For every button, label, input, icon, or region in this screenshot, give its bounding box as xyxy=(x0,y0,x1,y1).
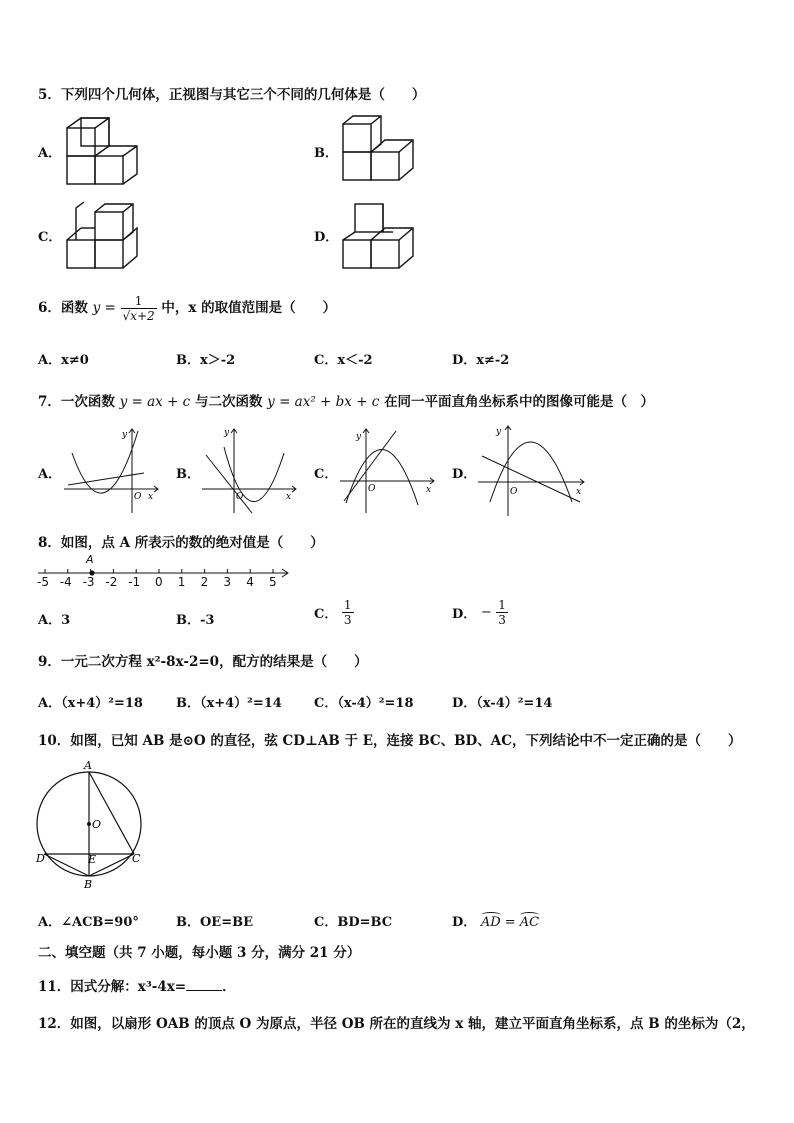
q10-circle-figure xyxy=(34,758,144,890)
q7-linear-function: y = ax + c xyxy=(119,394,191,410)
q6-prefix: 6．函数 xyxy=(38,300,88,316)
q8-opt-d-num: 1 xyxy=(498,598,506,612)
q10-option-c: C．BD=BC xyxy=(314,915,393,930)
q8-opt-c-den: 3 xyxy=(343,613,352,627)
q6-suffix: 中，x 的取值范围是（ ） xyxy=(161,300,337,316)
q8-tick-label: 3 xyxy=(223,575,232,589)
q5-option-b: B． xyxy=(314,146,338,161)
q8-option-c xyxy=(314,598,354,627)
q7-graph-c xyxy=(338,425,438,515)
q8-tick-label: -2 xyxy=(105,575,118,589)
q8-tick-label: -3 xyxy=(82,575,95,589)
q10-option-d-letter: D． xyxy=(452,915,477,930)
q8-tick-label: 0 xyxy=(155,575,163,589)
q6-frac-numerator: 1 xyxy=(121,294,157,309)
q10-arc-ac: AC xyxy=(519,915,540,930)
q6-func-lhs: y = xyxy=(92,300,116,316)
q5-option-a: A． xyxy=(38,146,62,161)
q9-option-c: C．（x-4）²=18 xyxy=(314,696,414,711)
q9-stem: 9．一元二次方程 x²-8x-2=0，配方的结果是（ ） xyxy=(38,654,368,670)
q8-opt-d-den: 3 xyxy=(498,613,506,627)
q10-label-d: D xyxy=(36,852,45,865)
q9-option-d: D．（x-4）²=14 xyxy=(452,696,553,711)
q6-frac-denominator: √x+2 xyxy=(122,309,155,323)
q8-tick-label: 5 xyxy=(269,575,277,589)
q7-c-x-label: x xyxy=(426,485,432,495)
q8-tick-label: -5 xyxy=(37,575,49,589)
q9-option-b: B．（x+4）²=14 xyxy=(176,696,282,711)
q11-stem xyxy=(38,975,236,995)
q10-label-o: O xyxy=(92,818,102,831)
q11-end: ． xyxy=(222,979,236,995)
q10-label-c: C xyxy=(132,852,141,865)
q7-mid: 与二次函数 xyxy=(194,394,263,410)
q6-stem xyxy=(38,294,336,323)
q7-suffix: 在同一平面直角坐标系中的图像可能是（ ） xyxy=(384,394,655,410)
q6-option-d: D．x≠-2 xyxy=(452,353,510,368)
q8-tick-label: 4 xyxy=(246,575,254,589)
q10-label-a: A xyxy=(84,759,92,772)
q8-number-line xyxy=(36,553,294,593)
q10-arc-equals: = xyxy=(500,915,520,930)
q6-fraction xyxy=(121,294,157,323)
q7-a-origin: O xyxy=(134,492,142,502)
q8-option-b: B．-3 xyxy=(176,613,215,628)
q7-d-origin: O xyxy=(510,487,518,497)
q5-figure-b-cubes xyxy=(340,112,420,186)
q7-option-b: B． xyxy=(176,467,200,482)
q8-tick-label: -1 xyxy=(128,575,141,589)
q10-option-a: A．∠ACB=90° xyxy=(38,915,139,930)
q8-option-d xyxy=(452,598,508,627)
q8-point-a-label: A xyxy=(86,553,94,566)
q10-center-point xyxy=(87,822,91,826)
q10-option-d xyxy=(452,911,539,930)
q7-graph-b xyxy=(200,425,300,515)
q8-tick-label: 2 xyxy=(200,575,209,589)
q5-option-c: C． xyxy=(38,230,62,245)
q8-opt-d-sign: − xyxy=(480,605,492,620)
q7-d-y-label: y xyxy=(496,427,502,437)
q10-option-b: B．OE=BE xyxy=(176,915,254,930)
q11-answer-blank[interactable] xyxy=(186,978,222,991)
q7-option-c: C． xyxy=(314,467,338,482)
q11-text: 11．因式分解：x³-4x= xyxy=(38,979,187,995)
q10-arc-ad: AD xyxy=(480,915,501,930)
q8-opt-c-num: 1 xyxy=(343,598,352,612)
q7-c-y-label: y xyxy=(356,432,362,442)
q8-stem: 8．如图，点 A 所表示的数的绝对值是（ ） xyxy=(38,535,324,551)
q7-a-x-label: x xyxy=(148,492,154,502)
q5-option-d: D． xyxy=(314,230,339,245)
q7-a-y-label: y xyxy=(122,430,128,440)
section-2-heading: 二、填空题（共 7 小题，每小题 3 分，满分 21 分） xyxy=(38,945,361,961)
q8-tick-label: -4 xyxy=(59,575,72,589)
q9-option-a: A．（x+4）²=18 xyxy=(38,696,143,711)
q7-b-origin: O xyxy=(236,492,244,502)
q10-label-e: E xyxy=(88,853,97,866)
q8-option-c-letter: C． xyxy=(314,607,338,622)
q7-quadratic-function: y = ax² + bx + c xyxy=(267,394,380,410)
q7-graph-d xyxy=(476,422,588,518)
q6-option-b: B．x＞-2 xyxy=(176,353,236,368)
q10-label-b: B xyxy=(84,878,93,890)
q7-graph-a xyxy=(62,425,162,515)
q7-d-x-label: x xyxy=(576,487,582,497)
q8-option-a: A．3 xyxy=(38,613,71,628)
q10-stem: 10．如图，已知 AB 是⊙O 的直径，弦 CD⊥AB 于 E，连接 BC、BD、AC，下列结论中不一定正确的是（ ） xyxy=(38,733,742,749)
q5-figure-a-cubes xyxy=(64,110,144,188)
q6-option-a: A．x≠0 xyxy=(38,353,89,368)
q8-number-line-axis xyxy=(36,553,294,593)
q7-prefix: 7．一次函数 xyxy=(38,394,115,410)
q6-radicand: x+2 xyxy=(130,309,155,323)
q7-option-d: D． xyxy=(452,467,477,482)
q5-stem: 5．下列四个几何体，正视图与其它三个不同的几何体是（ ） xyxy=(38,87,426,103)
q8-option-c-fraction xyxy=(342,598,354,627)
q7-c-origin: O xyxy=(368,484,376,494)
q5-figure-c-cubes xyxy=(64,194,144,272)
q7-stem xyxy=(38,390,654,410)
q7-b-x-label: x xyxy=(286,492,292,502)
q8-option-d-letter: D． xyxy=(452,607,477,622)
q7-option-a: A． xyxy=(38,467,62,482)
q12-stem: 12．如图，以扇形 OAB 的顶点 O 为原点，半径 OB 所在的直线为 x 轴，建立平面直角坐标系，点 B 的坐标为（2， xyxy=(38,1016,755,1032)
q7-b-y-label: y xyxy=(224,428,230,438)
q8-option-d-fraction xyxy=(496,598,508,627)
q5-figure-d-cubes xyxy=(340,194,420,272)
q6-option-c: C．x＜-2 xyxy=(314,353,373,368)
q8-tick-label: 1 xyxy=(177,575,186,589)
